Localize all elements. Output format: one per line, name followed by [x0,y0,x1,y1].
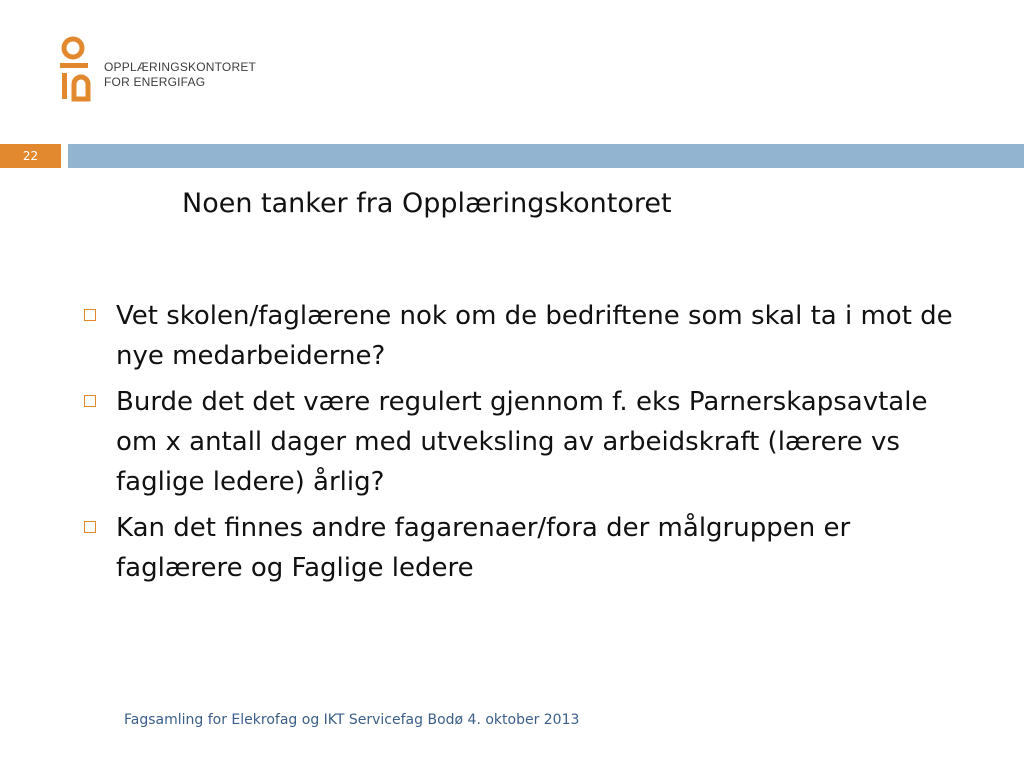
square-bullet-icon [84,309,96,321]
opplaeringskontoret-logo-icon [58,36,94,104]
logo [58,36,258,106]
logo-name-line1: OPPLÆRINGSKONTORET [104,60,257,74]
bullet-item [82,508,962,588]
bullet-list [82,296,962,594]
logo-text [104,60,256,90]
logo-name-line2: FOR ENERGIFAG [104,75,206,89]
square-bullet-icon [84,395,96,407]
bullet-item [82,382,962,502]
slide-title: Noen tanker fra Opplæringskontoret [182,188,672,219]
bullet-text: Burde det det være regulert gjennom f. eks Parnerskapsavtale om x antall dager med utveksling av arbeidskraft (lærere vs faglige ledere) årlig? [116,387,928,497]
slide-number: 22 [22,149,39,163]
header-bar [68,144,1024,168]
bullet-text: Vet skolen/faglærene nok om de bedriftene som skal ta i mot de nye medarbeiderne? [116,301,953,371]
square-bullet-icon [84,521,96,533]
bullet-item [82,296,962,376]
footer-text: Fagsamling for Elekrofag og IKT Servicefag Bodø 4. oktober 2013 [124,712,580,728]
bullet-text: Kan det finnes andre fagarenaer/fora der målgruppen er faglærere og Faglige ledere [116,513,851,583]
